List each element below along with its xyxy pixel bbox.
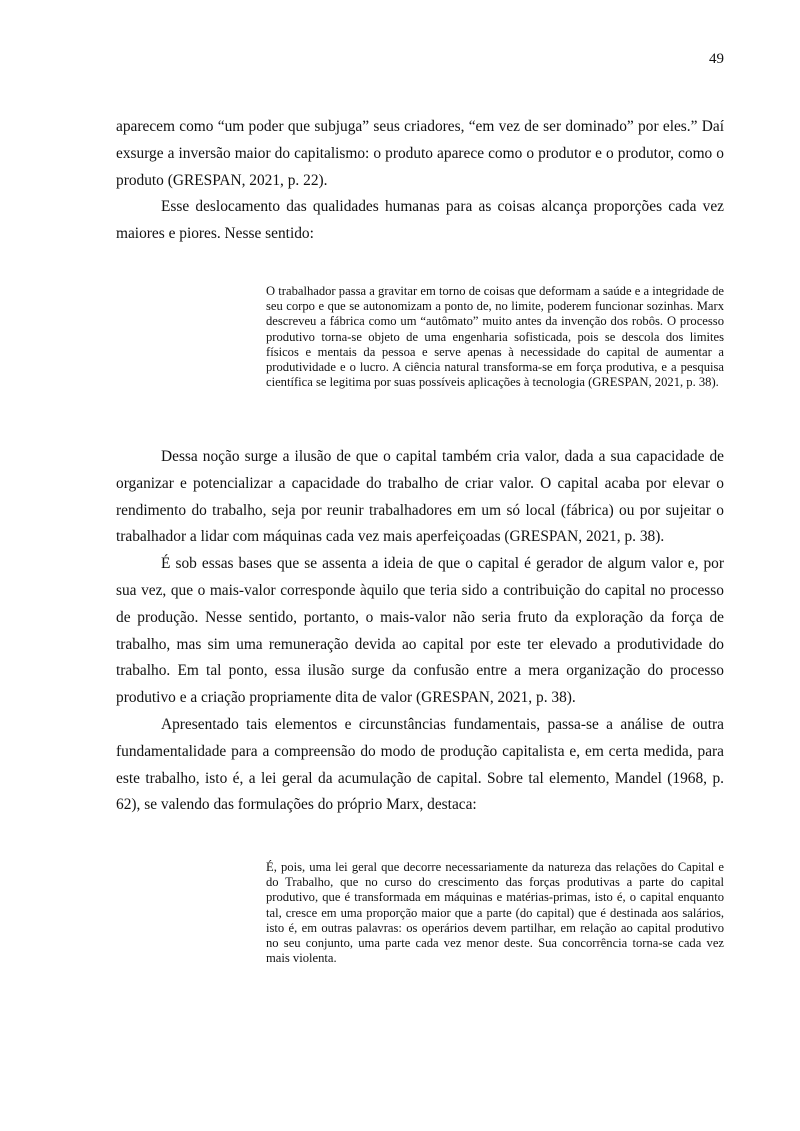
paragraph-capital-illusion: Dessa noção surge a ilusão de que o capital também cria valor, dada a sua capacidade de organizar e potencializar a capacidade do trabalho de criar valor. O capital acaba por elevar o rendimento do trabalho, seja por reunir trabalhadores em um só local (fábrica) ou por sujeitar o trabalhador a lidar com máquinas cada vez mais aperfeiçoadas (GRESPAN, 2021, p. 38). <box>116 448 724 546</box>
body-text-block-1 <box>116 114 724 248</box>
paragraph-accumulation-law: Apresentado tais elementos e circunstâncias fundamentais, passa-se a análise de outra fundamentalidade para a compreensão do modo de produção capitalista e, em certa medida, para este trabalho, isto é, a lei geral da acumulação de capital. Sobre tal elemento, Mandel (1968, p. 62), se valendo das formulações do próprio Marx, destaca: <box>116 715 724 814</box>
paragraph-continuation: aparecem como “um poder que subjuga” seus criadores, “em vez de ser dominado” por eles.” Daí exsurge a inversão maior do capitalismo: o produto aparece como o produtor e o produtor, como o produto (GRESPAN, 2021, p. 22). <box>116 118 724 189</box>
paragraph-intro-quote-1: Esse deslocamento das qualidades humanas para as coisas alcança proporções cada vez maiores e piores. Nesse sentido: <box>116 198 724 243</box>
body-text-block-2 <box>116 444 724 819</box>
block-quote-mandel: É, pois, uma lei geral que decorre necessariamente da natureza das relações do Capital e do Trabalho, que no curso do crescimento das forças produtivas a parte do capital produtivo, que é transformada em máquinas e matérias-primas, isto é, o capital enquanto tal, cresce em uma proporção maior que a parte (do capital) que é destinada aos salários, isto é, em outras palavras: os operários devem partilhar, em relação ao capital produtivo no seu conjunto, uma parte cada vez menor deste. Sua concorrência torna-se cada vez mais violenta. <box>266 860 724 966</box>
page-number: 49 <box>709 51 724 67</box>
paragraph-surplus-value: É sob essas bases que se assenta a ideia de que o capital é gerador de algum valor e, por sua vez, que o mais-valor corresponde àquilo que teria sido a contribuição do capital no processo de produção. Nesse sentido, portanto, o mais-valor não seria fruto da exploração da força de trabalho, mas sim uma remuneração devida ao capital por este ter elevado a produtividade do trabalho. Em tal ponto, essa ilusão surge da confusão entre a mera organização do processo produtivo e a criação propriamente dita de valor (GRESPAN, 2021, p. 38). <box>116 555 724 707</box>
block-quote-grespan: O trabalhador passa a gravitar em torno de coisas que deformam a saúde e a integridade de seu corpo e que se autonomizam a ponto de, no limite, poderem funcionar sozinhas. Marx descreveu a fábrica como um “autômato” muito antes da invenção dos robôs. O processo produtivo torna-se objeto de uma engenharia sofisticada, pois se descola dos limites físicos e mentais da pessoa e serve apenas à necessidade do capital de aumentar a produtividade e o lucro. A ciência natural transforma-se em força produtiva, e a pesquisa científica se legitima por suas possíveis aplicações à tecnologia (GRESPAN, 2021, p. 38). <box>266 284 724 390</box>
